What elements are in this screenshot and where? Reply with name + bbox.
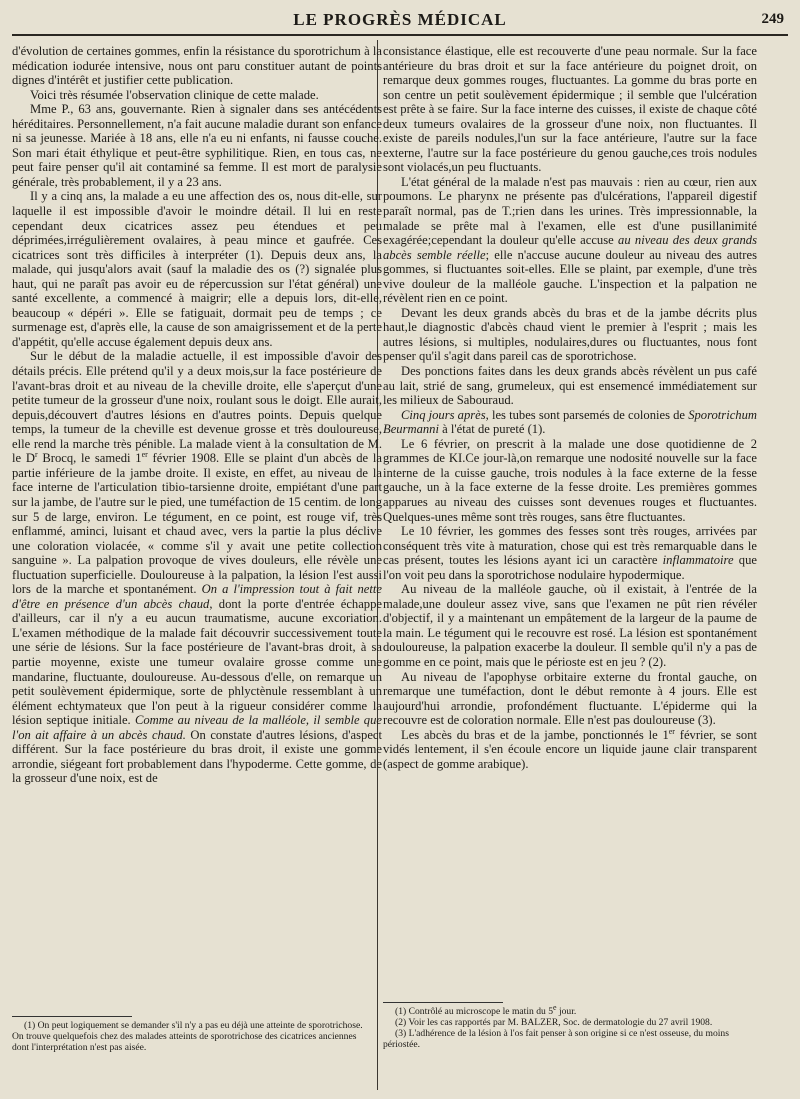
right-column xyxy=(383,44,757,771)
text-run: février 1908. Elle se plaint d'un abcès de la partie inférieure de la jambe droite. Il existe, en effet, au niveau de la face interne de l'articulation tibio-tarsienne droite, empiétant d'une part sur la jambe, de l'autre sur le pied, une tuméfaction de 15 centim. de long sur 5 de large, environ. Le tégument, en ce point, est rouge vif, très enflammé, aminci, luisant et chaud avec, vers la partie la plus déclive une coloration violacée, « comme s'il y avait une petite collection sanguine ». La palpation provoque de vives douleurs, elle révèle une fluctuation superficielle. Douloureuse à la palpation, la lésion l'est aussi lors de la marche et spontanément. xyxy=(12,451,382,597)
text-run: Sur le début de la maladie actuelle, il est impossible d'avoir des détails précis. Elle prétend qu'il y a deux mois,sur la face postérieure de l'avant-bras droit et au niveau de la cheville droite, elle s'aperçut d'une petite tumeur de la grosseur d'une noix, roulant sous le doigt. Elle aurait, depuis,découvert d'autres lésions en d'autres points. Depuis quelque temps, la tumeur de la cheville est devenue grosse et très douloureuse, elle rend la marche très pénible. La malade vient à la consultation de M. le D xyxy=(12,349,382,466)
italic-text: On a l'impression tout à fait nette d'être en présence d'un abcès chaud xyxy=(12,582,382,611)
paragraph: Au niveau de l'apophyse orbitaire externe du frontal gauche, on remarque une tuméfaction, dont le début remonte à 4 jours. Elle est aujourd'hui arrondie, profondément fluctuante. L'épiderme qui la recouvre est de coloration normale. Elle n'est pas douloureuse (3). xyxy=(383,669,757,728)
text-run: On constate d'autres lésions, d'aspect différent. Sur la face postérieure du bras droit, il existe une gomme arrondie, siégeant fort probablement dans l'hypoderme. Cette gomme, de la grosseur d'une noix, est de xyxy=(12,727,383,786)
italic-text: Cinq jours après xyxy=(401,407,486,422)
text-run: à l'état de pureté (1). xyxy=(438,422,546,437)
text-run: que l'on voit peu dans la sporotrichose nodulaire hypodermique. xyxy=(383,553,757,582)
italic-text: au niveau des deux grands abcès semble réelle xyxy=(383,233,757,262)
paragraph xyxy=(383,408,757,437)
text-run: (1) Contrôlé au microscope le matin du 5 xyxy=(395,1006,553,1017)
paragraph: Des ponctions faites dans les deux grands abcès révèlent un pus café au lait, strié de sang, grumeleux, qui est ensemencé immédiatement sur les milieux de Sabouraud. xyxy=(383,364,757,408)
page-number: 249 xyxy=(761,11,784,27)
text-run: Le 10 février, les gommes des fesses sont très rouges, arrivées par conséquent très vite à maturation, chose qui est très remarquable dans le cas présent, toutes les lésions ayant ici un caractère xyxy=(383,524,757,568)
footnote-rule xyxy=(383,1002,503,1003)
text-run: jour. xyxy=(556,1006,577,1017)
paragraph: consistance élastique, elle est recouverte d'une peau normale. Sur la face antérieure du bras droit et sur la face antérieure du poignet droit, on remarque deux gommes rouges, fluctuantes. La gomme du bras porte en son centre un petit soulèvement épidermique ; il semble que l'ulcération est prête à se faire. Sur la face interne des cuisses, il existe de chaque côté deux tumeurs ovalaires de la grosseur d'une noix, non fluctuantes. Il existe de pareils nodules,l'un sur la face antérieure, l'autre sur la face externe, l'autre sur la face postérieure du genou gauche,ces trois nodules sont violacés,un peu fluctuants. xyxy=(383,44,757,175)
paragraph: Mme P., 63 ans, gouvernante. Rien à signaler dans ses antécédents héréditaires. Personnellement, n'a fait aucune maladie durant son enfance ni sa jeunesse. Mariée à 18 ans, elle n'a eu ni enfants, ni fausse couche. Son mari était éthylique et peut-être syphilitique. Rien, en tous cas, ne peut faire penser qu'il ait contaminé sa femme. Il est mort de paralysie générale, très probablement, il y a 23 ans. xyxy=(12,102,382,189)
paragraph xyxy=(12,349,382,785)
text-run: Les abcès du bras et de la jambe, ponctionnés le 1 xyxy=(401,727,669,742)
paragraph: Le 6 février, on prescrit à la malade une dose quotidienne de 2 grammes de KI.Ce jour-là,on remarque une nodosité nouvelle sur la face interne de la cuisse gauche, trois nodules à la face externe de la fesse gauche, un à la face externe de la fesse droite. Les premières gommes apparues au niveau des cuisses sont devenues rouges et fluctuantes. Quelques-unes même sont très rouges, sans être fluctuantes. xyxy=(383,436,757,524)
footnote: (2) Voir les cas rapportés par M. BALZER, Soc. de dermatologie du 27 avril 1908. xyxy=(395,1017,713,1028)
italic-text: Sporotrichum Beurmanni xyxy=(383,407,757,437)
text-run: février, se sont vidés lentement, il s'en écoule encore un liquide jaune clair transparent (aspect de gomme arabique). xyxy=(383,727,757,771)
superscript: e xyxy=(553,1002,557,1012)
italic-text: Comme au niveau de la malléole, il semble que l'on ait affaire à un abcès chaud. xyxy=(12,713,382,742)
page-header xyxy=(12,8,788,36)
footnote: (3) L'adhérence de la lésion à l'os fait penser à son origine si ce n'est osseuse, du moins périostée. xyxy=(383,1028,729,1050)
text-run: , dont la porte d'entrée échappe d'ailleurs, car il n'y a eu aucun traumatisme, aucune excoriation. L'examen méthodique de la malade fait découvrir successivement toute une série de lésions. Sur la face postérieure de l'avant-bras droit, à sa partie moyenne, existe une tumeur ovalaire grosse comme une mandarine, fluctuante, douloureuse. Au-dessous d'elle, on remarque un petit soulèvement épidermique, sorte de phlyctènule ressemblant à un élément echtymateux que l'on peut à la rigueur considérer comme la lésion septique initiale. xyxy=(12,596,382,728)
footnote-rule xyxy=(12,1016,132,1017)
paragraph: Il y a cinq ans, la malade a eu une affection des os, nous dit-elle, sur laquelle il est impossible d'avoir le moindre détail. Il lui en reste cependant deux cicatrices assez peu étendues et peu déprimées,irrégulièrement ovalaires, à peau mince et gaufrée. Ces cicatrices sont très difficiles à interpréter (1). Depuis deux ans, la malade, qui jusqu'alors avait (sauf la maladie des os (?) signalée plus haut, qui ne paraît pas avoir eu de répercussion sur l'état général) une santé excellente, a commencé à maigrir; elle a depuis lors, dit-elle, beaucoup « dépéri ». Elle se fatiguait, dormait peu de temps ; ce surmenage est, d'après elle, la cause de son amaigrissement et de la perte d'appétit, qu'elle accuse également depuis deux ans. xyxy=(12,189,382,349)
left-footnotes xyxy=(12,1008,372,1053)
footnote: (1) On peut logiquement se demander s'il n'y a pas eu déjà une atteinte de sporotrichose. On trouve quelquefois chez des malades atteints de sporotrichose des cicatrices anciennes dont l'interprétation n'est pas aisée. xyxy=(12,1020,363,1053)
paragraph xyxy=(383,524,757,582)
paragraph xyxy=(383,175,757,306)
paragraph xyxy=(383,728,757,772)
paragraph: Voici très résumée l'observation clinique de cette malade. xyxy=(30,87,319,102)
superscript: er xyxy=(141,450,148,460)
left-column xyxy=(12,44,382,786)
paragraph: d'évolution de certaines gommes, enfin la résistance du sporotrichum à la médication iodurée intensive, nous ont paru constituer autant de points dignes d'intérêt et justifier cette publication. xyxy=(12,44,382,88)
text-run: ; elle n'accuse aucune douleur au niveau des autres gommes, si fluctuantes soit-elles. Elle se plaint, par exemple, d'une très vive douleur de la malléole gauche. L'inspection et la palpation ne révèlent rien en ce point. xyxy=(383,247,757,306)
text-run: L'état général de la malade n'est pas mauvais : rien au cœur, rien aux poumons. Le pharynx ne présente pas d'ulcérations, l'appareil digestif paraît normal, pas de T.;rien dans les urines. Très impressionnable, la malade se prête mal à l'examen, elle est d'une pusillanimité exagérée;cependant la douleur qu'elle accuse xyxy=(383,174,757,248)
paragraph: Au niveau de la malléole gauche, où il existait, à l'entrée de la malade,une douleur assez vive, sans que l'examen ne pût rien révéler d'objectif, il y a maintenant un empâtement de la largeur de la paume de la main. Le tégument qui le recouvre est rosé. La lésion est spontanément douloureuse, la palpation exacerbe la douleur. Il semble qu'il n'y a pas de gomme en ce point, mais que le périoste est en jeu ? (2). xyxy=(383,582,757,669)
footnote xyxy=(383,1002,757,1017)
paragraph: Devant les deux grands abcès du bras et de la jambe décrits plus haut,le diagnostic d'abcès chaud vient le premier à l'esprit ; mais les autres lésions, si multiples, nodulaires,dures ou fluctuantes, nous font penser qu'il s'agit dans pareil cas de sporotrichose. xyxy=(383,305,757,364)
text-run: Brocq, le samedi 1 xyxy=(37,451,142,466)
superscript: er xyxy=(668,726,675,736)
right-footnotes xyxy=(383,994,757,1050)
italic-text: inflammatoire xyxy=(662,553,734,568)
journal-title: LE PROGRÈS MÉDICAL xyxy=(293,10,507,29)
superscript: r xyxy=(34,450,38,460)
text-run: , les tubes sont parsemés de colonies de xyxy=(485,407,689,422)
